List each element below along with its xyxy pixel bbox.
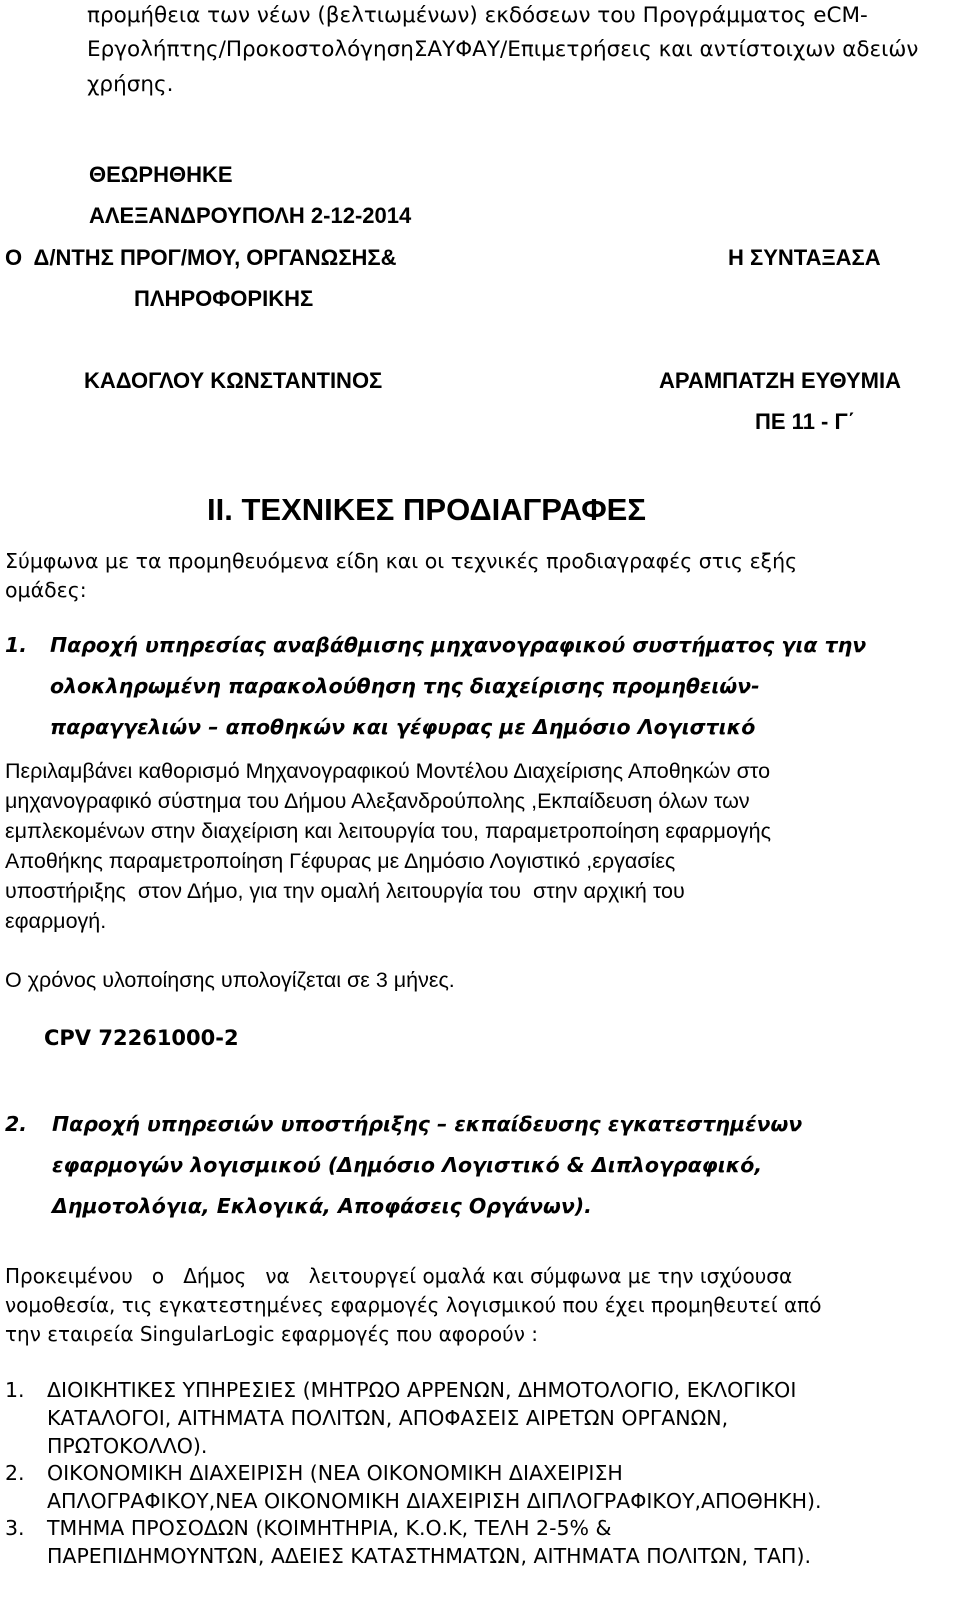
seen-label: ΘΕΩΡΗΘΗΚΕ: [89, 162, 233, 187]
place-date: ΑΛΕΞΑΝΔΡΟΥΠΟΛΗ 2-12-2014: [89, 203, 412, 228]
list-item-1-num: 1.: [5, 1378, 25, 1402]
group2-body-3: την εταιρεία SingularLogic εφαρμογές που αφορούν :: [5, 1322, 539, 1346]
group2-heading-2: εφαρμογών λογισμικού (Δημόσιο Λογιστικό & Διπλογραφικό,: [52, 1153, 763, 1177]
group1-heading-3: παραγγελιών – αποθηκών και γέφυρας με Δημόσιο Λογιστικό: [50, 715, 756, 739]
list-item-1-line-3: ΠΡΩΤΟΚΟΛΛΟ).: [47, 1434, 208, 1458]
group1-body-2: μηχανογραφικό σύστημα του Δήμου Αλεξανδρούπολης ,Εκπαίδευση όλων των: [5, 789, 750, 813]
group1-heading-1: Παροχή υπηρεσίας αναβάθμισης μηχανογραφικού συστήματος για την: [50, 633, 867, 657]
group1-body-1: Περιλαμβάνει καθορισμό Μηχανογραφικού Μοντέλου Διαχείρισης Αποθηκών στο: [5, 759, 771, 783]
list-item-1-line-2: ΚΑΤΑΛΟΓΟΙ, ΑΙΤΗΜΑΤΑ ΠΟΛΙΤΩΝ, ΑΠΟΦΑΣΕΙΣ ΑΙΡΕΤΩΝ ΟΡΓΑΝΩΝ,: [47, 1406, 729, 1430]
list-item-3-line-2: ΠΑΡΕΠΙΔΗΜΟΥΝΤΩΝ, ΑΔΕΙΕΣ ΚΑΤΑΣΤΗΜΑΤΩΝ, ΑΙΤΗΜΑΤΑ ΠΟΛΙΤΩΝ, ΤΑΠ).: [47, 1544, 811, 1568]
group2-heading-3: Δημοτολόγια, Εκλογικά, Αποφάσεις Οργάνων).: [52, 1194, 592, 1218]
group1-body-5: υποστήριξης στον Δήμο, για την ομαλή λειτουργία του στην αρχική του: [5, 879, 685, 903]
group1-body-3: εμπλεκομένων στην διαχείριση και λειτουργία του, παραμετροποίηση εφαρμογής: [5, 819, 771, 843]
section-intro-2: ομάδες:: [5, 578, 87, 602]
group1-body-4: Αποθήκης παραμετροποίηση Γέφυρας με Δημόσιο Λογιστικό ,εργασίες: [5, 849, 676, 873]
section-intro-1: Σύμφωνα με τα προμηθευόμενα είδη και οι τεχνικές προδιαγραφές στις εξής: [5, 549, 798, 573]
intro-line-3: χρήσης.: [87, 72, 174, 97]
list-item-3-line-1: ΤΜΗΜΑ ΠΡΟΣΟΔΩΝ (ΚΟΙΜΗΤΗΡΙΑ, Κ.Ο.Κ, ΤΕΛΗ 2-5% &: [47, 1516, 612, 1540]
group1-duration: Ο χρόνος υλοποίησης υπολογίζεται σε 3 μήνες.: [5, 968, 455, 992]
director-title-1: Ο Δ/ΝΤΗΣ ΠΡΟΓ/ΜΟΥ, ΟΡΓΑΝΩΣΗΣ&: [5, 245, 397, 270]
list-item-2-line-1: ΟΙΚΟΝΟΜΙΚΗ ΔΙΑΧΕΙΡΙΣΗ (ΝΕΑ ΟΙΚΟΝΟΜΙΚΗ ΔΙΑΧΕΙΡΙΣΗ: [47, 1461, 623, 1485]
author-rank: ΠΕ 11 - Γ΄: [755, 409, 856, 434]
group1-heading-2: ολοκληρωμένη παρακολούθηση της διαχείρισης προμηθειών-: [50, 674, 760, 698]
intro-line-2: Εργολήπτης/ΠροκοστολόγησηΣΑΥΦΑΥ/Επιμετρήσεις και αντίστοιχων αδειών: [87, 37, 919, 62]
author-title: Η ΣΥΝΤΑΞΑΣΑ: [728, 245, 881, 270]
list-item-1-line-1: ΔΙΟΙΚΗΤΙΚΕΣ ΥΠΗΡΕΣΙΕΣ (ΜΗΤΡΩΟ ΑΡΡΕΝΩΝ, ΔΗΜΟΤΟΛΟΓΙΟ, ΕΚΛΟΓΙΚΟΙ: [47, 1378, 797, 1402]
group1-body-6: εφαρμογή.: [5, 909, 107, 933]
list-item-2-line-2: ΑΠΛΟΓΡΑΦΙΚΟΥ,ΝΕΑ ΟΙΚΟΝΟΜΙΚΗ ΔΙΑΧΕΙΡΙΣΗ ΔΙΠΛΟΓΡΑΦΙΚΟΥ,ΑΠΟΘΗΚΗ).: [47, 1489, 822, 1513]
author-name: ΑΡΑΜΠΑΤΖΗ ΕΥΘΥΜΙΑ: [659, 368, 901, 393]
intro-line-1: προμήθεια των νέων (βελτιωμένων) εκδόσεων του Προγράμματος eCM-: [87, 3, 868, 28]
group2-heading-1: Παροχή υπηρεσιών υποστήριξης – εκπαίδευσης εγκατεστημένων: [52, 1112, 803, 1136]
director-title-2: ΠΛΗΡΟΦΟΡΙΚΗΣ: [134, 286, 314, 311]
group1-cpv: CPV 72261000-2: [44, 1026, 239, 1050]
director-name: ΚΑΔΟΓΛΟΥ ΚΩΝΣΤΑΝΤΙΝΟΣ: [84, 368, 383, 393]
group1-number: 1.: [5, 633, 28, 657]
list-item-3-num: 3.: [5, 1516, 25, 1540]
group2-number: 2.: [5, 1112, 28, 1136]
group2-body-1: Προκειμένου ο Δήμος να λειτουργεί ομαλά και σύμφωνα με την ισχύουσα: [5, 1264, 793, 1288]
section-title: II. ΤΕΧΝΙΚΕΣ ΠΡΟΔΙΑΓΡΑΦΕΣ: [207, 492, 646, 527]
group2-body-2: νομοθεσία, τις εγκατεστημένες εφαρμογές λογισμικού που έχει προμηθευτεί από: [5, 1293, 822, 1317]
list-item-2-num: 2.: [5, 1461, 25, 1485]
